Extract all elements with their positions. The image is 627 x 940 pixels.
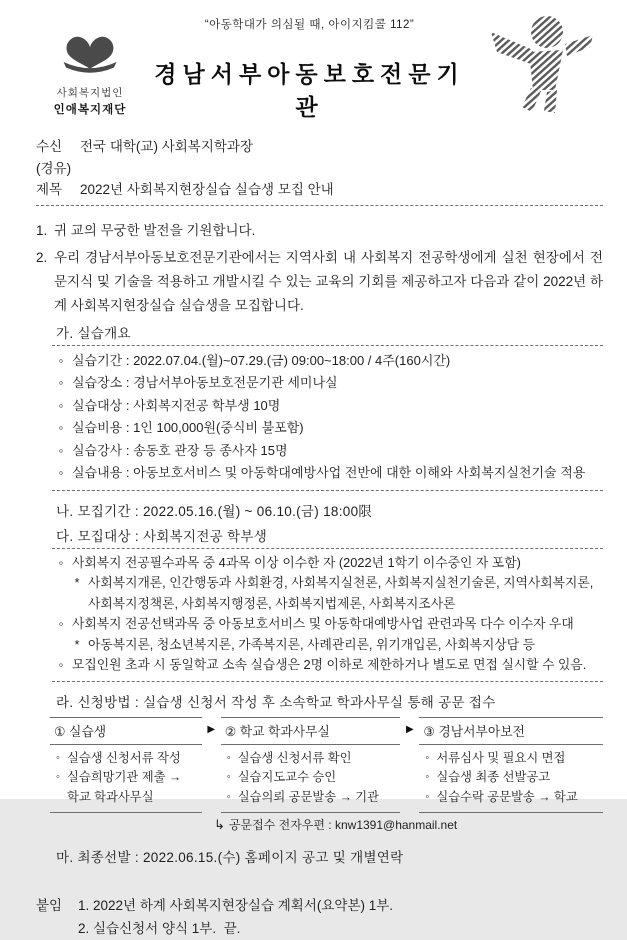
flow-step-header: ① 실습생: [50, 718, 202, 745]
via-line: (경유): [36, 160, 72, 176]
flow-arrow-icon: ▶: [406, 723, 414, 735]
application-flow-table: [50, 717, 603, 814]
recipient-line: [36, 136, 603, 158]
section-da-box: [52, 548, 603, 682]
subject-line: [36, 179, 603, 201]
flow-item: ◦ 실습희망기관 제출 →: [56, 770, 182, 784]
divider: [36, 205, 603, 206]
paragraph-1-text: 귀 교의 무궁한 발전을 기원합니다.: [54, 222, 256, 238]
list-item: ◦ 사회복지 전공선택과목 중 아동보호서비스 및 아동학대예방사업 관련과목 다수 이수자 우대: [54, 614, 603, 635]
email-text: 공문접수 전자우편 : knw1391@hanmail.net: [228, 818, 458, 832]
child-figure-logo: [475, 10, 603, 119]
header-center: [144, 10, 475, 122]
heart-icon: [59, 30, 121, 78]
flow-item: ◦ 실습지도교수 승인: [226, 770, 337, 784]
foundation-logo: [36, 30, 144, 117]
flow-item: 학교 학과사무실: [67, 789, 154, 804]
list-item: ◦ 실습기간 : 2022.07.04.(월)~07.29.(금) 09:00~18:00 / 4주(160시간): [54, 350, 603, 373]
bullet-marker: ◦: [58, 375, 64, 390]
section-na-label: 나. 모집기간 : 2022.05.16.(월) ~ 06.10.(금) 18:00限: [56, 503, 373, 519]
bullet-marker: ◦: [58, 554, 64, 570]
asterisk-marker: *: [74, 575, 80, 590]
flow-column-school-office: [221, 717, 401, 814]
list-subitem: * 사회복지개론, 인간행동과 사회환경, 사회복지실천론, 사회복지실천기술론, 지역사회복지론, 사회복지정책론, 사회복지행정론, 사회복지법제론, 사회복지조사론: [70, 573, 603, 614]
letterhead: [36, 10, 603, 122]
document-meta: [36, 136, 603, 201]
attachment-item: 1. 2022년 하계 사회복지현장실습 계획서(요약본) 1부.: [78, 898, 394, 913]
bullet-marker: ◦: [58, 397, 64, 413]
foundation-name-label: 인애복지재단: [53, 104, 127, 116]
recipient-label: 수신: [36, 139, 63, 154]
flow-item: ◦ 실습수락 공문발송 → 학교: [425, 789, 578, 804]
flow-item: ◦ 서류심사 및 필요시 면접: [425, 750, 566, 765]
bullet-marker: ◦: [58, 442, 64, 458]
paragraph-1: [36, 219, 603, 243]
attachments-label: 붙임: [36, 898, 63, 913]
flow-column-agency: [419, 717, 603, 814]
subject-label: 제목: [36, 182, 63, 197]
flow-column-student: [50, 717, 202, 814]
bullet-marker: ◦: [58, 465, 64, 480]
list-subitem: * 아동복지론, 청소년복지론, 가족복지론, 사례관리론, 위기개입론, 사회복지상담 등: [70, 635, 603, 656]
flow-step-header: ② 학교 학과사무실: [221, 718, 401, 745]
flow-item: ◦ 실습의뢰 공문발송 → 기관: [226, 789, 380, 804]
bullet-marker: ◦: [58, 420, 64, 435]
section-ra-label: 라. 신청방법 : 실습생 신청서 작성 후 소속학교 학과사무실 통해 공문 접수: [56, 694, 496, 710]
recipient-value: 전국 대학(교) 사회복지학과장: [80, 139, 253, 154]
list-item: ◦ 사회복지 전공필수과목 중 4과목 이상 이수한 자 (2022년 1학기 이수중인 자 포함): [54, 553, 603, 574]
bullet-marker: ◦: [58, 352, 64, 368]
paragraph-1-number: 1.: [36, 222, 48, 238]
flow-item: ◦ 실습생 신청서류 확인: [226, 750, 352, 765]
list-item: ◦ 실습대상 : 사회복지전공 학부생 10명: [54, 395, 603, 418]
section-ga-box: [52, 345, 603, 491]
asterisk-marker: *: [74, 636, 80, 652]
flow-step-header: ③ 경남서부아보전: [419, 718, 603, 745]
list-item: ◦ 실습비용 : 1인 100,000원(중식비 불포함): [54, 417, 603, 440]
flow-item: ◦ 실습생 최종 선발공고: [425, 770, 551, 784]
return-arrow-icon: ↳: [214, 817, 225, 832]
org-title: 경남서부아동보호전문기관: [154, 61, 465, 120]
hotline-quote: “아동학대가 의심될 때, 아이지킴콜 112”: [204, 19, 415, 31]
flow-item: ◦ 실습생 신청서류 작성: [56, 750, 181, 765]
attachment-item: 2. 실습신청서 양식 1부. 끝.: [78, 921, 241, 936]
list-item: ◦ 실습강사 : 송동호 관장 등 종사자 15명: [54, 440, 603, 463]
foundation-type-label: 사회복지법인: [56, 87, 124, 99]
list-item: ◦ 모집인원 초과 시 동일학교 소속 실습생은 2명 이하로 제한하거나 별도로 면접 실시할 수 있음.: [54, 655, 603, 676]
section-ga-label: 가. 실습개요: [56, 325, 131, 341]
flow-arrow-icon: ▶: [207, 723, 216, 735]
bullet-marker: ◦: [58, 616, 64, 631]
attachments: [36, 894, 603, 940]
section-ma-label: 마. 최종선발 : 2022.06.15.(수) 홈페이지 공고 및 개별연락: [56, 850, 404, 865]
list-item: ◦ 실습장소 : 경남서부아동보호전문기관 세미나실: [54, 372, 603, 395]
bullet-marker: ◦: [58, 657, 64, 672]
section-da-label: 다. 모집대상 : 사회복지전공 학부생: [56, 528, 268, 544]
paragraph-2-number: 2.: [36, 249, 48, 265]
list-item: ◦ 실습내용 : 아동보호서비스 및 아동학대예방사업 전반에 대한 이해와 사회복지실천기술 적용: [54, 462, 603, 485]
email-note: [214, 816, 603, 833]
paragraph-2-text: 우리 경남서부아동보호전문기관에서는 지역사회 내 사회복지 전공학생에게 실천 현장에서 전문지식 및 기술을 적용하고 개발시킬 수 있는 교육의 기회를 제공하고자 다음과 같이 2022년 하계 사회복지현장실습 실습생을 모집합니다.: [54, 249, 603, 313]
subject-value: 2022년 사회복지현장실습 실습생 모집 안내: [80, 182, 334, 197]
child-figure-icon: [481, 10, 597, 114]
paragraph-2: [36, 246, 603, 318]
